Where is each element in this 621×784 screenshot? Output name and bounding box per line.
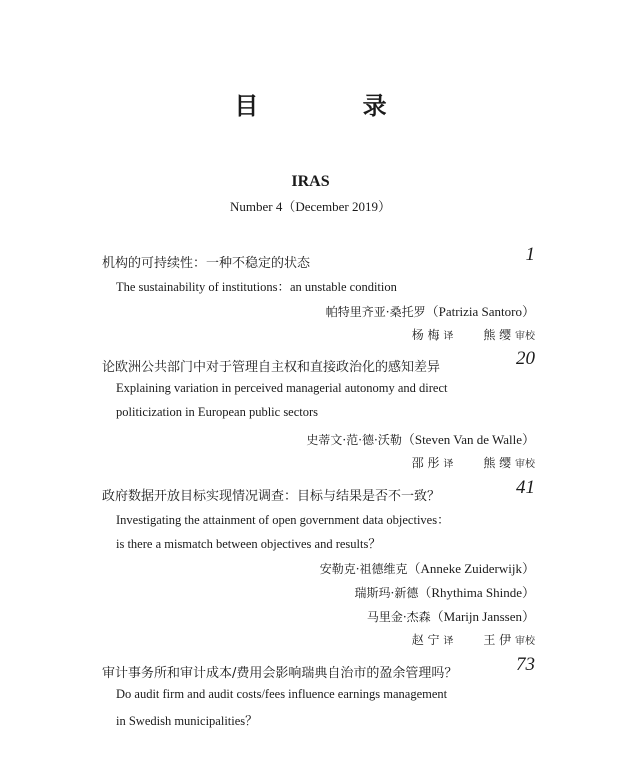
toc-entry-title-zh[interactable]: 机构的可持续性：一种不稳定的状态 bbox=[102, 256, 311, 271]
author-name-zh: 安勒克·祖德维克 bbox=[319, 562, 408, 576]
toc-entry-page-number[interactable]: 41 bbox=[516, 477, 535, 498]
author-name-original: （Marijn Janssen） bbox=[430, 609, 535, 624]
toc-entry-title-en: is there a mismatch between objectives and results？ bbox=[116, 537, 381, 551]
issue-number: Number 4（December 2019） bbox=[229, 199, 391, 214]
journal-name: IRAS bbox=[291, 173, 330, 190]
translator-name: 邵 彤 bbox=[411, 456, 440, 470]
reviewer-name: 熊 缨 bbox=[483, 456, 512, 470]
toc-entry-title-zh[interactable]: 论欧洲公共部门中对于管理自主权和直接政治化的感知差异 bbox=[102, 360, 441, 375]
reviewer-role: 审校 bbox=[515, 636, 535, 647]
author-name-original: （Steven Van de Walle） bbox=[401, 432, 535, 447]
reviewer-role: 审校 bbox=[515, 459, 535, 470]
toc-entry-author bbox=[355, 582, 535, 601]
translator-role: 译 bbox=[443, 459, 454, 470]
toc-entry-title-en: Investigating the attainment of open government data objectives： bbox=[116, 513, 450, 527]
reviewer-role: 审校 bbox=[515, 331, 535, 342]
toc-entry-author bbox=[367, 606, 535, 625]
author-name-original: （Anneke Zuiderwijk） bbox=[407, 561, 535, 576]
translator-role: 译 bbox=[443, 331, 454, 342]
toc-entry-title-en: Do audit firm and audit costs/fees influence earnings management bbox=[116, 687, 448, 701]
toc-entry-title-en: in Swedish municipalities？ bbox=[116, 714, 258, 728]
author-name-original: （Rhythima Shinde） bbox=[418, 585, 535, 600]
author-name-zh: 史蒂文·范·德·沃勒 bbox=[306, 433, 402, 447]
toc-entry-author bbox=[320, 558, 535, 577]
toc-entry-title-zh[interactable]: 政府数据开放目标实现情况调查：目标与结果是否不一致？ bbox=[102, 489, 441, 504]
reviewer-name: 王 伊 bbox=[483, 633, 512, 647]
toc-entry-author bbox=[326, 301, 535, 320]
toc-entry-title-en: politicization in European public sectors bbox=[116, 405, 319, 419]
toc-entry-page-number[interactable]: 20 bbox=[516, 348, 535, 369]
author-name-original: （Patrizia Santoro） bbox=[425, 304, 535, 319]
toc-entry-translators bbox=[412, 326, 535, 343]
author-name-zh: 帕特里齐亚·桑托罗 bbox=[325, 305, 426, 319]
toc-entry-title-zh[interactable]: 审计事务所和审计成本/费用会影响瑞典自治市的盈余管理吗？ bbox=[102, 666, 458, 681]
translator-name: 赵 宁 bbox=[411, 633, 440, 647]
page-title: 目 录 bbox=[234, 92, 435, 120]
author-name-zh: 马里金·杰森 bbox=[366, 610, 431, 624]
toc-entry-title-en: Explaining variation in perceived managerial autonomy and direct bbox=[116, 381, 448, 395]
toc-entry-page-number[interactable]: 73 bbox=[516, 654, 535, 675]
author-name-zh: 瑞斯玛·新德 bbox=[354, 586, 419, 600]
toc-entry-translators bbox=[412, 631, 535, 648]
reviewer-name: 熊 缨 bbox=[483, 328, 512, 342]
toc-entry-translators bbox=[412, 454, 535, 471]
toc-entry-author bbox=[306, 429, 535, 448]
toc-entry-page-number[interactable]: 1 bbox=[525, 244, 535, 265]
translator-name: 杨 梅 bbox=[411, 328, 440, 342]
toc-entry-title-en: The sustainability of institutions：an unstable condition bbox=[116, 280, 397, 294]
translator-role: 译 bbox=[443, 636, 454, 647]
